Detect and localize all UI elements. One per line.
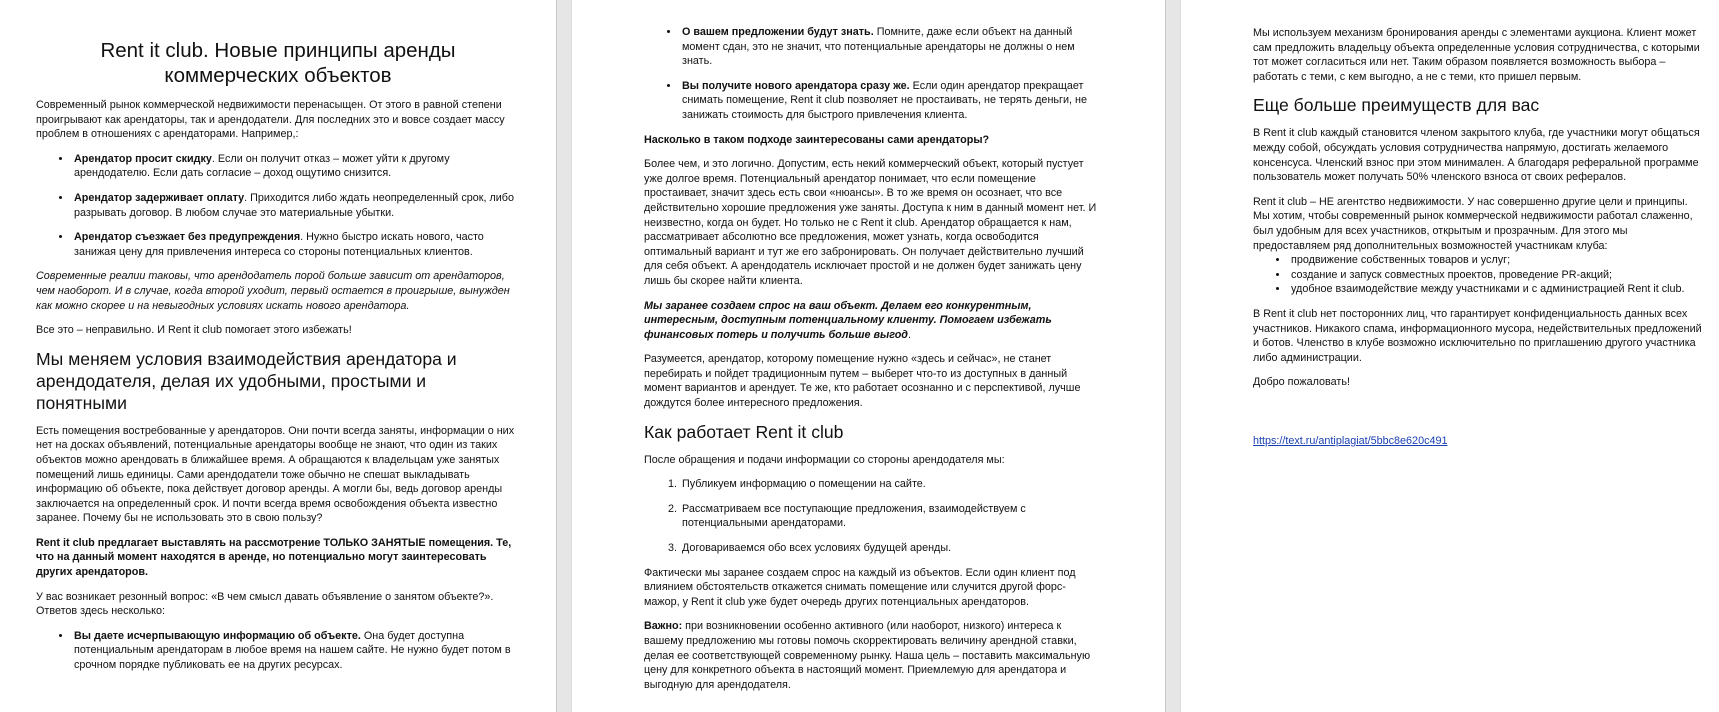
italic-paragraph: Современные реалии таковы, что арендодатель порой больше зависит от арендаторов, чем наоборот. И в случае, когда второй уходит, первый остается в проигрыше, вынужден как можно скорее и на невыгодных условиях искать нового арендатора. — [36, 270, 510, 312]
page-gap — [1165, 0, 1181, 712]
list-item: • удобное взаимодействие между участниками и с администрацией Rent it club. — [1289, 282, 1705, 297]
list-item: 1. Публикуем информацию о помещении на сайте. — [680, 477, 1101, 492]
document-title: Rent it club. Новые принципы аренды коммерческих объектов — [100, 39, 456, 87]
antiplagiat-link[interactable]: https://text.ru/antiplagiat/5bbc8e620c491 — [1253, 434, 1448, 447]
paragraph: В Rent it club нет посторонних лиц, что гарантирует конфиденциальность данных всех участников. Никакого спама, информационного мусора, недействительных предложений и ботов. Членство в клубе возможно исключительно по приглашению другого участника либо администрации. — [1253, 307, 1702, 364]
answers-list — [36, 629, 520, 673]
section-heading: Мы меняем условия взаимодействия арендатора и арендодателя, делая их удобными, простыми и понятными — [36, 348, 457, 413]
list-item: • создание и запуск совместных проектов, проведение PR-акций; — [1289, 268, 1705, 283]
list-item: • продвижение собственных товаров и услуг; — [1289, 253, 1705, 268]
paragraph: После обращения и подачи информации со стороны арендодателя мы: — [644, 453, 1005, 466]
list-item: 2. Рассматриваем все поступающие предложения, взаимодействуем с потенциальными арендаторами. — [680, 502, 1101, 531]
bold-question: Насколько в таком подходе заинтересованы сами арендаторы? — [644, 133, 990, 146]
paragraph: Rent it club – НЕ агентство недвижимости. У нас совершенно другие цели и принципы. Мы хотим, чтобы современный рынок коммерческой недвижимости работал слаженно, был удобным для всех участников, открытым и прозрачным. Для этого мы предоставляем ряд дополнительных возможностей участникам клуба: — [1253, 195, 1693, 252]
paragraph: У вас возникает резонный вопрос: «В чем смысл давать объявление о занятом объекте?». Ответов здесь несколько: — [36, 590, 494, 618]
bold-italic-paragraph: Мы заранее создаем спрос на ваш объект. Делаем его конкурентным, интересным, доступным потенциальному клиенту. Помогаем избежать финансовых потерь и получить больше выгод. — [644, 299, 1052, 341]
list-item: • Вы получите нового арендатора сразу же. Если один арендатор прекращает снимать помещение, Rent it club позволяет не простаивать, не терять деньги, не занижать стоимость для быстрого привлечения клиента. — [680, 79, 1101, 123]
list-item: • Арендатор задерживает оплату. Приходится либо ждать неопределенный срок, либо разрывать договор. В любом случае это материальные убытки. — [72, 191, 520, 220]
list-item: • Арендатор просит скидку. Если он получит отказ – может уйти к другому арендодателю. Если дать согласие – доход ощутимо снизится. — [72, 152, 520, 181]
paragraph: Разумеется, арендатор, которому помещение нужно «здесь и сейчас», не станет перебирать и пойдет традиционным путем – выберет что-то из доступных в данный момент вариантов и арендует. Те же, кто работает осознанно и с перспективой, лучше дождутся более интересного предложения. — [644, 353, 1081, 410]
answers-list-continued — [644, 25, 1101, 123]
document-page-1 — [0, 0, 556, 712]
list-item: • Арендатор съезжает без предупреждения. Нужно быстро искать нового, часто занижая цену для привлечения интереса со стороны потенциальных клиентов. — [72, 230, 520, 259]
bold-paragraph: Rent it club предлагает выставлять на рассмотрение ТОЛЬКО ЗАНЯТЫЕ помещения. Те, что на данный момент находятся в аренде, но потенциально могут заинтересовать других арендаторов. — [36, 536, 512, 579]
paragraph: Есть помещения востребованные у арендаторов. Они почти всегда заняты, информации о них нет на досках объявлений, потенциальные арендаторы вообще не знают, что один из таких объектов можно арендовать в ближайшее время. А обращаются к владельцам уже занятых помещений лишь единицы. Сами арендодатели тоже обычно не спешат выкладывать информацию об объекте, пока действует договор аренды. А могли бы, ведь договор аренды заключается на определенный срок. И почти всегда время освобождения объекта известно заранее. Почему бы не использовать это в свою пользу? — [36, 424, 515, 525]
problems-list — [36, 152, 520, 260]
paragraph: Мы используем механизм бронирования аренды с элементами аукциона. Клиент может сам предложить владельцу объекта определенные условия сотрудничества, с которыми тот может согласиться или нет. Таким образом появляется возможность выбора – работать с теми, с кем выгодно, а не с теми, кто пришел первым. — [1253, 27, 1700, 83]
paragraph: Фактически мы заранее создаем спрос на каждый из объектов. Если один клиент под влиянием обстоятельств откажется снимать помещение или случится другой форс-мажор, у Rent it club уже будет очередь других потенциальных арендаторов. — [644, 566, 1076, 608]
list-item: 3. Договариваемся обо всех условиях будущей аренды. — [680, 541, 1101, 556]
paragraph: В Rent it club каждый становится членом закрытого клуба, где участники могут общаться между собой, обсуждать условия сотрудничества напрямую, достигать желаемого консенсуса. Членский взнос при этом минимален. А благодаря реферальной программе пользователь может получать 50% членского взноса от своих рефералов. — [1253, 127, 1700, 184]
features-list — [1253, 253, 1705, 297]
list-item: • Вы даете исчерпывающую информацию об объекте. Она будет доступна потенциальным арендаторам в любое время на нашем сайте. Не нужно будет потом в срочном порядке публиковать ее на других ресурсах. — [72, 629, 520, 673]
steps-list — [644, 477, 1101, 555]
list-item: • О вашем предложении будут знать. Помните, даже если объект на данный момент сдан, это не значит, что потенциальные арендаторы не должны о нем знать. — [680, 25, 1101, 69]
section-heading: Как работает Rent it club — [644, 421, 844, 442]
important-paragraph: Важно: при возникновении особенно активного (или наоборот, низкого) интереса к вашему предложению мы готовы помочь скорректировать величину арендной ставки, делая ее соответствующей современному рынку. Наша цель – поставить максимальную цену для конкретного объекта в настоящий момент. Приемлемую для арендатора и выгодную для арендодателя. — [644, 620, 1091, 691]
welcome-text: Добро пожаловать! — [1253, 376, 1350, 389]
document-page-2 — [572, 0, 1165, 712]
document-page-3 — [1181, 0, 1719, 712]
paragraph: Все это – неправильно. И Rent it club помогает этого избежать! — [36, 324, 352, 337]
section-heading: Еще больше преимуществ для вас — [1253, 95, 1540, 116]
page-gap — [556, 0, 572, 712]
paragraph: Более чем, и это логично. Допустим, есть некий коммерческий объект, который пустует уже долгое время. Потенциальный арендатор понимает, что если помещение простаивает, значит здесь есть свои «нюансы». В то же время он осознает, что все действительно хорошие предложения уже заняты. Доступа к ним в данный момент нет. И неизвестно, когда он будет. Но только не с Rent it club. Арендатор обращается к нам, рассматривает абсолютно все предложения, может узнать, когда освободится оптимальный вариант и тут же его забронировать. Он получает действительно лучший для себя объект. А арендодатель исключает простой и не должен будет занижать цену лишь бы скорее найти клиента. — [644, 158, 1097, 287]
intro-paragraph: Современный рынок коммерческой недвижимости перенасыщен. От этого в равной степени проигрывают как арендаторы, так и арендодатели. Для последних это и вовсе создает массу проблем в отношениях с арендаторами. Например,: — [36, 99, 505, 141]
